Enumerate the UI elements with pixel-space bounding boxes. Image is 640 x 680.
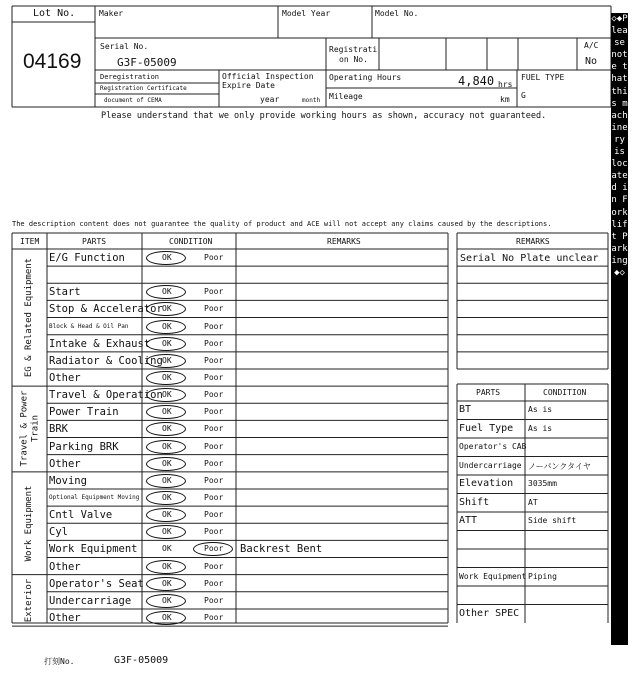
- lot-label: Lot No.: [33, 8, 76, 19]
- spec-value: ノーパンクタイヤ: [528, 461, 591, 471]
- ok-option: OK: [162, 527, 172, 537]
- poor-option: Poor: [204, 527, 224, 537]
- spec-part: Shift: [459, 496, 490, 508]
- right-remarks-header: REMARKS: [516, 237, 550, 246]
- part-label: Parking BRK: [49, 440, 119, 453]
- accuracy-note: Please understand that we only provide working hours as shown, accuracy not guaranteed.: [101, 111, 547, 121]
- poor-option: Poor: [204, 253, 224, 262]
- part-label: Undercarriage: [49, 594, 132, 607]
- ok-option: OK: [162, 578, 172, 588]
- remark-text: Backrest Bent: [240, 543, 323, 556]
- ok-option: OK: [162, 321, 172, 331]
- part-label: Other: [49, 611, 81, 624]
- part-label: Other: [49, 457, 81, 470]
- stamp-value: G3F-05009: [114, 655, 169, 666]
- part-label: Optional Equipment Moving: [49, 493, 140, 501]
- right-remark-1: Serial No Plate unclear: [460, 253, 599, 264]
- ok-option: OK: [162, 372, 172, 382]
- part-label: Moving: [49, 474, 87, 487]
- right-parts-header: PARTS: [476, 388, 501, 397]
- inspection-label-2: Expire Date: [222, 81, 275, 90]
- group-label: Exterior: [23, 578, 34, 623]
- part-label: BRK: [49, 423, 68, 436]
- ok-option: OK: [162, 492, 172, 502]
- stamp-label: 打刻No.: [44, 657, 75, 666]
- cema-label: document of CEMA: [104, 97, 162, 104]
- ok-option: OK: [162, 355, 172, 365]
- model-no-label: Model No.: [375, 9, 419, 18]
- spec-part: ATT: [459, 515, 478, 526]
- poor-option: Poor: [204, 338, 224, 348]
- spec-part: Fuel Type: [459, 422, 514, 434]
- ok-option: OK: [162, 253, 172, 262]
- spec-part: Other SPEC: [459, 607, 520, 619]
- spec-value: As is: [528, 423, 553, 433]
- ok-option: OK: [162, 407, 172, 417]
- ok-selected-circle: [146, 594, 186, 608]
- ok-selected-circle: [146, 474, 186, 488]
- year-label: year: [260, 95, 280, 104]
- spec-part: BT: [459, 404, 472, 415]
- right-condition-header: CONDITION: [543, 388, 587, 397]
- ok-option: OK: [162, 390, 172, 400]
- part-label: Stop & Accelerator: [49, 303, 163, 316]
- hours-label: Operating Hours: [329, 73, 402, 82]
- poor-option: Poor: [204, 612, 224, 622]
- poor-option: Poor: [204, 544, 224, 554]
- location-sidebar: [611, 13, 628, 645]
- part-label: Start: [49, 286, 81, 299]
- part-label: E/G Function: [49, 252, 125, 264]
- ok-option: OK: [162, 475, 172, 485]
- ok-selected-circle: [146, 560, 186, 574]
- ok-selected-circle: [146, 508, 186, 522]
- part-label: Block & Head & Oil Pan: [49, 322, 129, 330]
- ok-selected-circle: [146, 577, 186, 591]
- mileage-unit: km: [500, 95, 510, 104]
- ok-selected-circle: [146, 440, 186, 454]
- fuel-value: G: [521, 91, 526, 100]
- poor-option: Poor: [204, 441, 224, 451]
- poor-option: Poor: [204, 287, 224, 297]
- ok-selected-circle: [146, 491, 186, 505]
- spec-value: 3035mm: [528, 479, 557, 488]
- hours-unit: hrs: [498, 80, 513, 89]
- ac-value: No: [585, 56, 598, 67]
- poor-option: Poor: [204, 321, 224, 331]
- ok-option: OK: [162, 544, 172, 554]
- spec-part: Operator's CAB: [459, 442, 527, 451]
- deregistration-label: Deregistration: [100, 73, 160, 81]
- spec-value: AT: [528, 497, 538, 507]
- spec-part: Work Equipment: [459, 571, 527, 581]
- ok-option: OK: [162, 424, 172, 434]
- month-label: month: [302, 97, 321, 104]
- part-label: Cntl Valve: [49, 509, 113, 522]
- poor-option: Poor: [204, 510, 224, 520]
- ok-option: OK: [162, 595, 172, 605]
- disclaimer: The description content does not guarantee the quality of product and ACE will not accept any claims caused by the descriptions.: [12, 220, 552, 228]
- poor-option: Poor: [204, 492, 224, 502]
- poor-option: Poor: [204, 355, 224, 365]
- poor-option: Poor: [204, 304, 224, 314]
- part-label: Travel & Operation: [49, 389, 163, 402]
- mileage-label: Mileage: [329, 92, 363, 101]
- part-label: Other: [49, 560, 81, 573]
- poor-option: Poor: [204, 595, 224, 605]
- ok-option: OK: [162, 458, 172, 468]
- part-label: Power Train: [49, 406, 119, 419]
- header-item: ITEM: [20, 237, 40, 246]
- poor-option: Poor: [204, 407, 224, 417]
- part-label: Radiator & Cooling: [49, 354, 163, 367]
- spec-value: Side shift: [528, 516, 577, 525]
- group-label: EG & Related Equipment: [24, 257, 35, 378]
- inspection-label-1: Official Inspection: [222, 72, 314, 81]
- ac-label: A/C: [584, 41, 599, 50]
- part-label: Other: [49, 371, 81, 384]
- ok-option: OK: [162, 561, 172, 571]
- group-label: Travel & Power Train: [18, 391, 40, 467]
- group-label: Work Equipment: [24, 485, 35, 562]
- serial-label: Serial No.: [100, 42, 149, 51]
- part-label: Cyl: [49, 526, 68, 539]
- registration-label-2: on No.: [339, 55, 368, 64]
- ok-selected-circle: [146, 611, 186, 625]
- poor-option: Poor: [204, 458, 224, 468]
- hours-value: 4,840: [458, 74, 495, 88]
- spec-part: Undercarriage: [459, 460, 522, 470]
- serial-value: G3F-05009: [117, 56, 177, 69]
- header-parts: PARTS: [82, 237, 107, 246]
- ok-option: OK: [162, 338, 172, 348]
- maker-label: Maker: [99, 9, 124, 18]
- ok-option: OK: [162, 287, 172, 297]
- header-remarks: REMARKS: [327, 237, 361, 246]
- spec-part: Elevation: [459, 478, 514, 489]
- poor-option: Poor: [204, 475, 224, 485]
- ok-selected-circle: [146, 371, 186, 385]
- header-condition: CONDITION: [169, 237, 213, 246]
- fuel-label: FUEL TYPE: [521, 73, 565, 82]
- part-label: Work Equipment: [49, 543, 138, 556]
- lot-value: 04169: [23, 50, 82, 73]
- ok-option: OK: [162, 441, 172, 451]
- part-label: Intake & Exhaust: [49, 337, 151, 350]
- part-label: Operator's Seat: [49, 577, 144, 590]
- ok-option: OK: [162, 304, 172, 314]
- poor-option: Poor: [204, 561, 224, 571]
- ok-option: OK: [162, 612, 172, 622]
- ok-selected-circle: [146, 457, 186, 471]
- location-note: ◇◆Please note that this machinery is located in Forklift Parking◆◇: [611, 14, 628, 278]
- spec-value: As is: [528, 405, 553, 414]
- poor-option: Poor: [204, 424, 224, 434]
- ok-selected-circle: [146, 251, 186, 265]
- spec-value: Piping: [528, 571, 557, 581]
- ok-selected-circle: [146, 320, 186, 334]
- poor-option: Poor: [204, 390, 224, 400]
- poor-option: Poor: [204, 578, 224, 588]
- ok-selected-circle: [146, 354, 186, 368]
- model-year-label: Model Year: [282, 9, 331, 18]
- poor-option: Poor: [204, 372, 224, 382]
- registration-cert-label: Registration Certificate: [100, 85, 187, 92]
- registration-label-1: Registrati: [329, 45, 378, 54]
- ok-selected-circle: [146, 337, 186, 351]
- ok-option: OK: [162, 510, 172, 520]
